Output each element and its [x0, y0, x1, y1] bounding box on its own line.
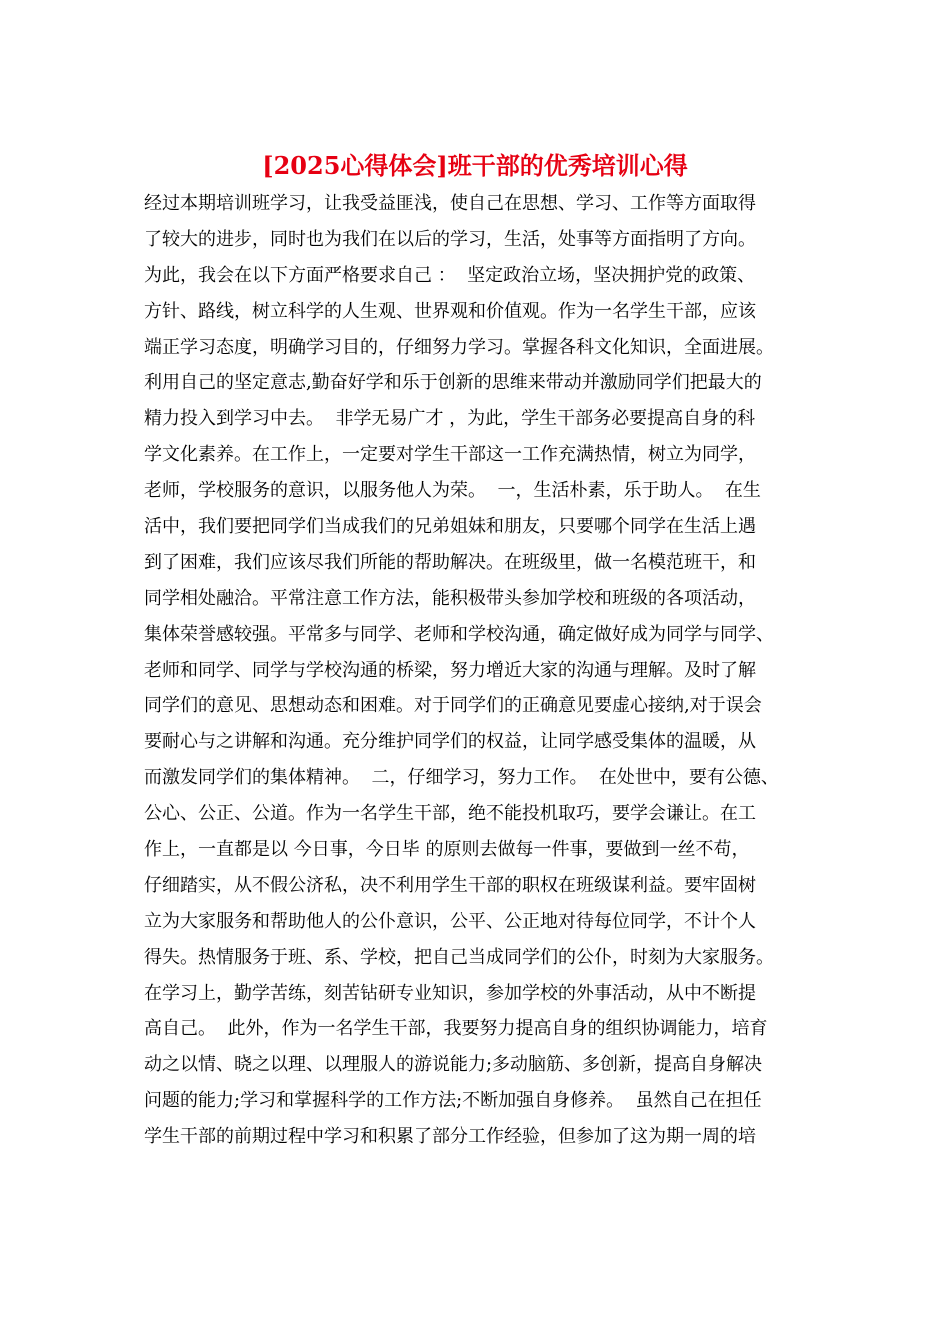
- body-text-line: 为此，我会在以下方面严格要求自己 ： 坚定政治立场，坚决拥护党的政策、: [144, 264, 756, 286]
- body-text-line: 方针、路线，树立科学的人生观、世界观和价值观。作为一名学生干部，应该: [144, 300, 756, 322]
- body-text-line: 经过本期培训班学习，让我受益匪浅，使自己在思想、学习、工作等方面取得: [144, 193, 756, 214]
- body-text-line: 作上，一直都是以 今日事，今日毕 的原则去做每一件事，要做到一丝不苟，: [144, 839, 750, 861]
- body-text-line: 得失。热情服务于班、系、学校，把自己当成同学们的公仆，时刻为大家服务。: [144, 946, 774, 968]
- body-text-line: 立为大家服务和帮助他人的公仆意识，公平、公正地对待每位同学，不计个人: [144, 910, 756, 932]
- body-text-line: 了较大的进步，同时也为我们在以后的学习，生活，处事等方面指明了方向。: [144, 228, 756, 250]
- body-text-line: 动之以情、晓之以理、以理服人的游说能力;多动脑筋、多创新，提高自身解决: [144, 1054, 763, 1076]
- body-text-line: 同学们的意见、思想动态和困难。对于同学们的正确意见要虚心接纳,对于误会: [144, 695, 762, 717]
- document-title: [2025心得体会]班干部的优秀培训心得: [262, 151, 688, 180]
- body-text-line: 利用自己的坚定意志,勤奋好学和乐于创新的思维来带动并激励同学们把最大的: [144, 372, 762, 394]
- body-text-line: 问题的能力;学习和掌握科学的工作方法;不断加强自身修养。 虽然自己在担任: [144, 1090, 762, 1112]
- body-text-line: 在学习上，勤学苦练，刻苦钻研专业知识，参加学校的外事活动，从中不断提: [144, 982, 756, 1004]
- body-text-line: 老师，学校服务的意识，以服务他人为荣。 一，生活朴素，乐于助人。 在生: [144, 480, 761, 502]
- body-text-line: 要耐心与之讲解和沟通。充分维护同学们的权益，让同学感受集体的温暖，从: [144, 731, 756, 753]
- body-text-line: 而激发同学们的集体精神。 二，仔细学习，努力工作。 在处世中，要有公德、: [144, 767, 779, 789]
- body-text-line: 公心、公正、公道。作为一名学生干部，绝不能投机取巧，要学会谦让。在工: [144, 803, 756, 825]
- body-text-line: 仔细踏实，从不假公济私，决不利用学生干部的职权在班级谋利益。要牢固树: [144, 874, 756, 896]
- body-text-line: 学文化素养。在工作上，一定要对学生干部这一工作充满热情，树立为同学，: [144, 444, 756, 466]
- document-body: [144, 186, 814, 1155]
- body-text-line: 同学相处融洽。平常注意工作方法，能积极带头参加学校和班级的各项活动，: [144, 587, 756, 609]
- body-text-line: 精力投入到学习中去。 非学无易广才 ，为此，学生干部务必要提高自身的科: [144, 408, 756, 430]
- body-text-line: 高自己。 此外，作为一名学生干部，我要努力提高自身的组织协调能力，培育: [144, 1018, 768, 1040]
- body-text-line: 到了困难，我们应该尽我们所能的帮助解决。在班级里，做一名模范班干，和: [144, 551, 756, 573]
- body-text-line: 集体荣誉感较强。平常多与同学、老师和学校沟通，确定做好成为同学与同学、: [144, 623, 774, 645]
- body-text-line: 学生干部的前期过程中学习和积累了部分工作经验，但参加了这为期一周的培: [144, 1126, 756, 1148]
- body-text-line: 活中，我们要把同学们当成我们的兄弟姐妹和朋友，只要哪个同学在生活上遇: [144, 516, 756, 538]
- body-text-line: 老师和同学、同学与学校沟通的桥梁，努力增近大家的沟通与理解。及时了解: [144, 659, 756, 681]
- body-text-line: 端正学习态度，明确学习目的，仔细努力学习。掌握各科文化知识，全面进展。: [144, 336, 774, 358]
